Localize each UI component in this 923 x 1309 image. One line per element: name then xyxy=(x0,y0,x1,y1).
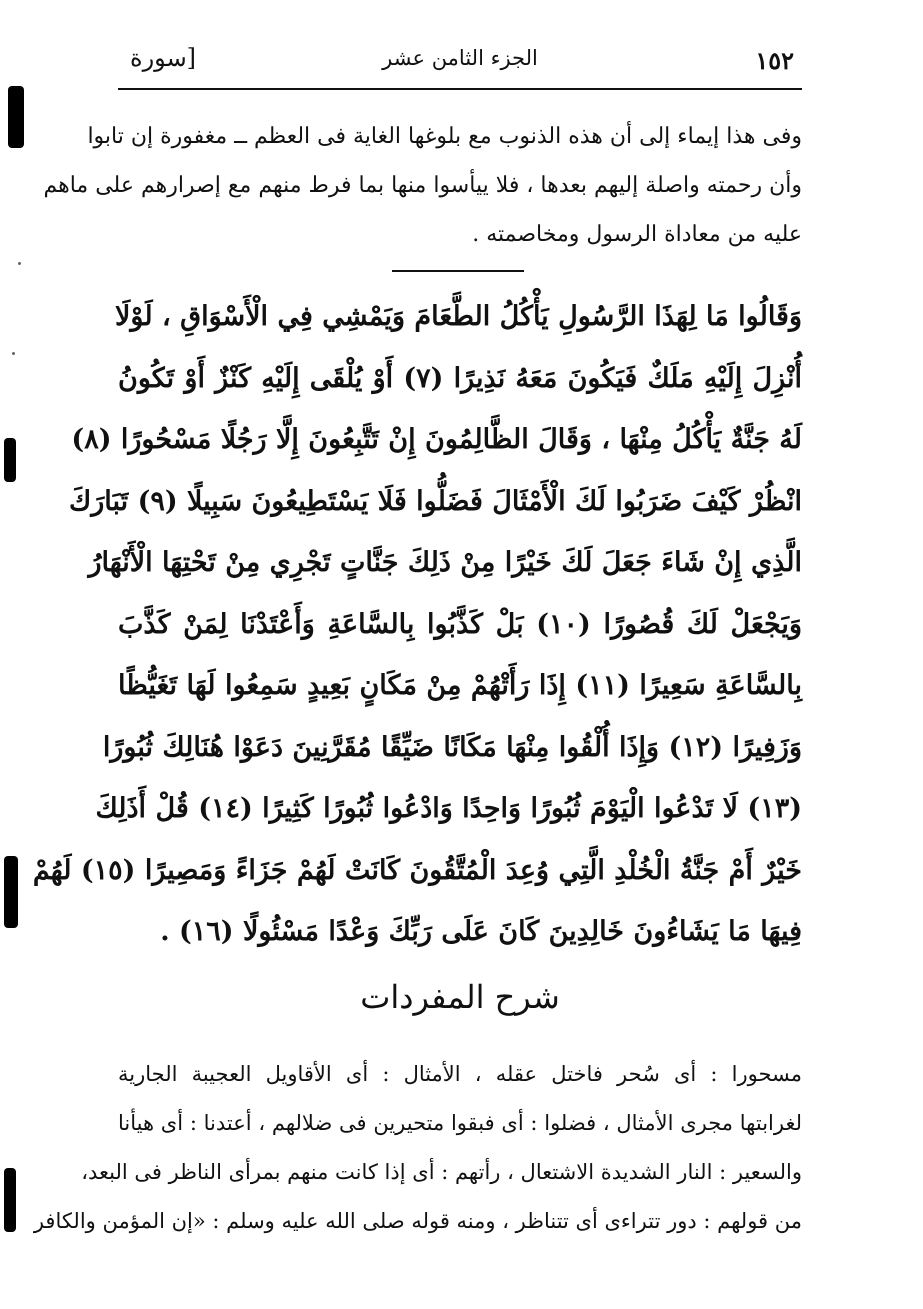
vocab-line: من قولهم : دور تتراءى أى تتناظر ، ومنه قوله صلى الله عليه وسلم : «إن المؤمن والكافر xyxy=(33,1209,802,1233)
verse-line: الَّذِي إِنْ شَاءَ جَعَلَ لَكَ خَيْرًا مِنْ ذَلِكَ جَنَّاتٍ تَجْرِي مِنْ تَحْتِهَا الْأَنْهَارُ xyxy=(88,547,802,578)
page-number: ١٥٢ xyxy=(755,46,794,75)
verse-line: وَقَالُوا مَا لِهَذَا الرَّسُولِ يَأْكُلُ الطَّعَامَ وَيَمْشِي فِي الْأَسْوَاقِ ، لَوْلَا xyxy=(115,301,802,332)
scan-speck xyxy=(18,262,21,265)
verse-line: خَيْرٌ أَمْ جَنَّةُ الْخُلْدِ الَّتِي وُعِدَ الْمُتَّقُونَ كَانَتْ لَهُمْ جَزَاءً وَمَصِيرًا (١٥) لَهُمْ xyxy=(32,854,802,886)
intro-line: عليه من معاداة الرسول ومخاصمته . xyxy=(472,222,802,247)
verse-line: (١٣) لَا تَدْعُوا الْيَوْمَ ثُبُورًا وَاحِدًا وَادْعُوا ثُبُورًا كَثِيرًا (١٤) قُلْ أَذَلِكَ xyxy=(95,793,802,824)
quran-verses xyxy=(32,286,802,963)
intro-line: وأن رحمته واصلة إليهم بعدها ، فلا ييأسوا منها بما فرط منهم مع إصرارهم على ماهم xyxy=(43,173,802,198)
intro-paragraph xyxy=(43,112,802,259)
verse-line: لَهُ جَنَّةٌ يَأْكُلُ مِنْهَا ، وَقَالَ الظَّالِمُونَ إِنْ تَتَّبِعُونَ إِلَّا رَجُلًا مَسْحُورًا (٨) xyxy=(71,424,802,455)
vocab-line: مسحورا : أى سُحر فاختل عقله ، الأمثال : أى الأقاويل العجيبة الجارية xyxy=(118,1062,802,1086)
intro-line: وفى هذا إيماء إلى أن هذه الذنوب مع بلوغها الغاية فى العظم ــ مغفورة إن تابوا xyxy=(87,124,802,149)
verse-line: فِيهَا مَا يَشَاءُونَ خَالِدِينَ كَانَ عَلَى رَبِّكَ وَعْدًا مَسْئُولًا (١٦) . xyxy=(160,916,802,947)
scan-edge-mark xyxy=(4,438,16,482)
vocabulary-paragraph xyxy=(33,1050,802,1246)
juz-title: الجزء الثامن عشر xyxy=(382,46,538,70)
verse-line: بِالسَّاعَةِ سَعِيرًا (١١) إِذَا رَأَتْهُمْ مِنْ مَكَانٍ بَعِيدٍ سَمِعُوا لَهَا تَغَيُّظًا xyxy=(118,670,802,701)
vocab-line: لغرابتها مجرى الأمثال ، فضلوا : أى فبقوا متحيرين فى ضلالهم ، أعتدنا : أى هيأنا xyxy=(118,1111,802,1135)
header-rule xyxy=(118,88,802,90)
verse-line: وَزَفِيرًا (١٢) وَإِذَا أُلْقُوا مِنْهَا مَكَانًا ضَيِّقًا مُقَرَّنِينَ دَعَوْا هُنَالِكَ ثُبُورًا xyxy=(102,731,802,763)
separator-rule xyxy=(392,270,524,272)
scan-edge-mark xyxy=(8,86,24,148)
verse-line: انْظُرْ كَيْفَ ضَرَبُوا لَكَ الْأَمْثَالَ فَضَلُّوا فَلَا يَسْتَطِيعُونَ سَبِيلًا (٩) تَبَارَكَ xyxy=(69,485,802,517)
verse-line: أُنْزِلَ إِلَيْهِ مَلَكٌ فَيَكُونَ مَعَهُ نَذِيرًا (٧) أَوْ يُلْقَى إِلَيْهِ كَنْزٌ أَوْ تَكُونُ xyxy=(118,362,802,394)
sura-label: [سورة xyxy=(130,44,197,72)
vocab-line: والسعير : النار الشديدة الاشتعال ، رأتهم : أى إذا كانت منهم بمرأى الناظر فى البعد، xyxy=(81,1160,802,1184)
scan-edge-mark xyxy=(4,1168,16,1232)
page-header xyxy=(120,40,800,86)
verse-line: وَيَجْعَلْ لَكَ قُصُورًا (١٠) بَلْ كَذَّبُوا بِالسَّاعَةِ وَأَعْتَدْنَا لِمَنْ كَذَّبَ xyxy=(118,608,802,640)
section-title: شرح المفردات xyxy=(360,978,560,1016)
scan-speck xyxy=(12,352,15,355)
scan-edge-mark xyxy=(4,856,18,928)
